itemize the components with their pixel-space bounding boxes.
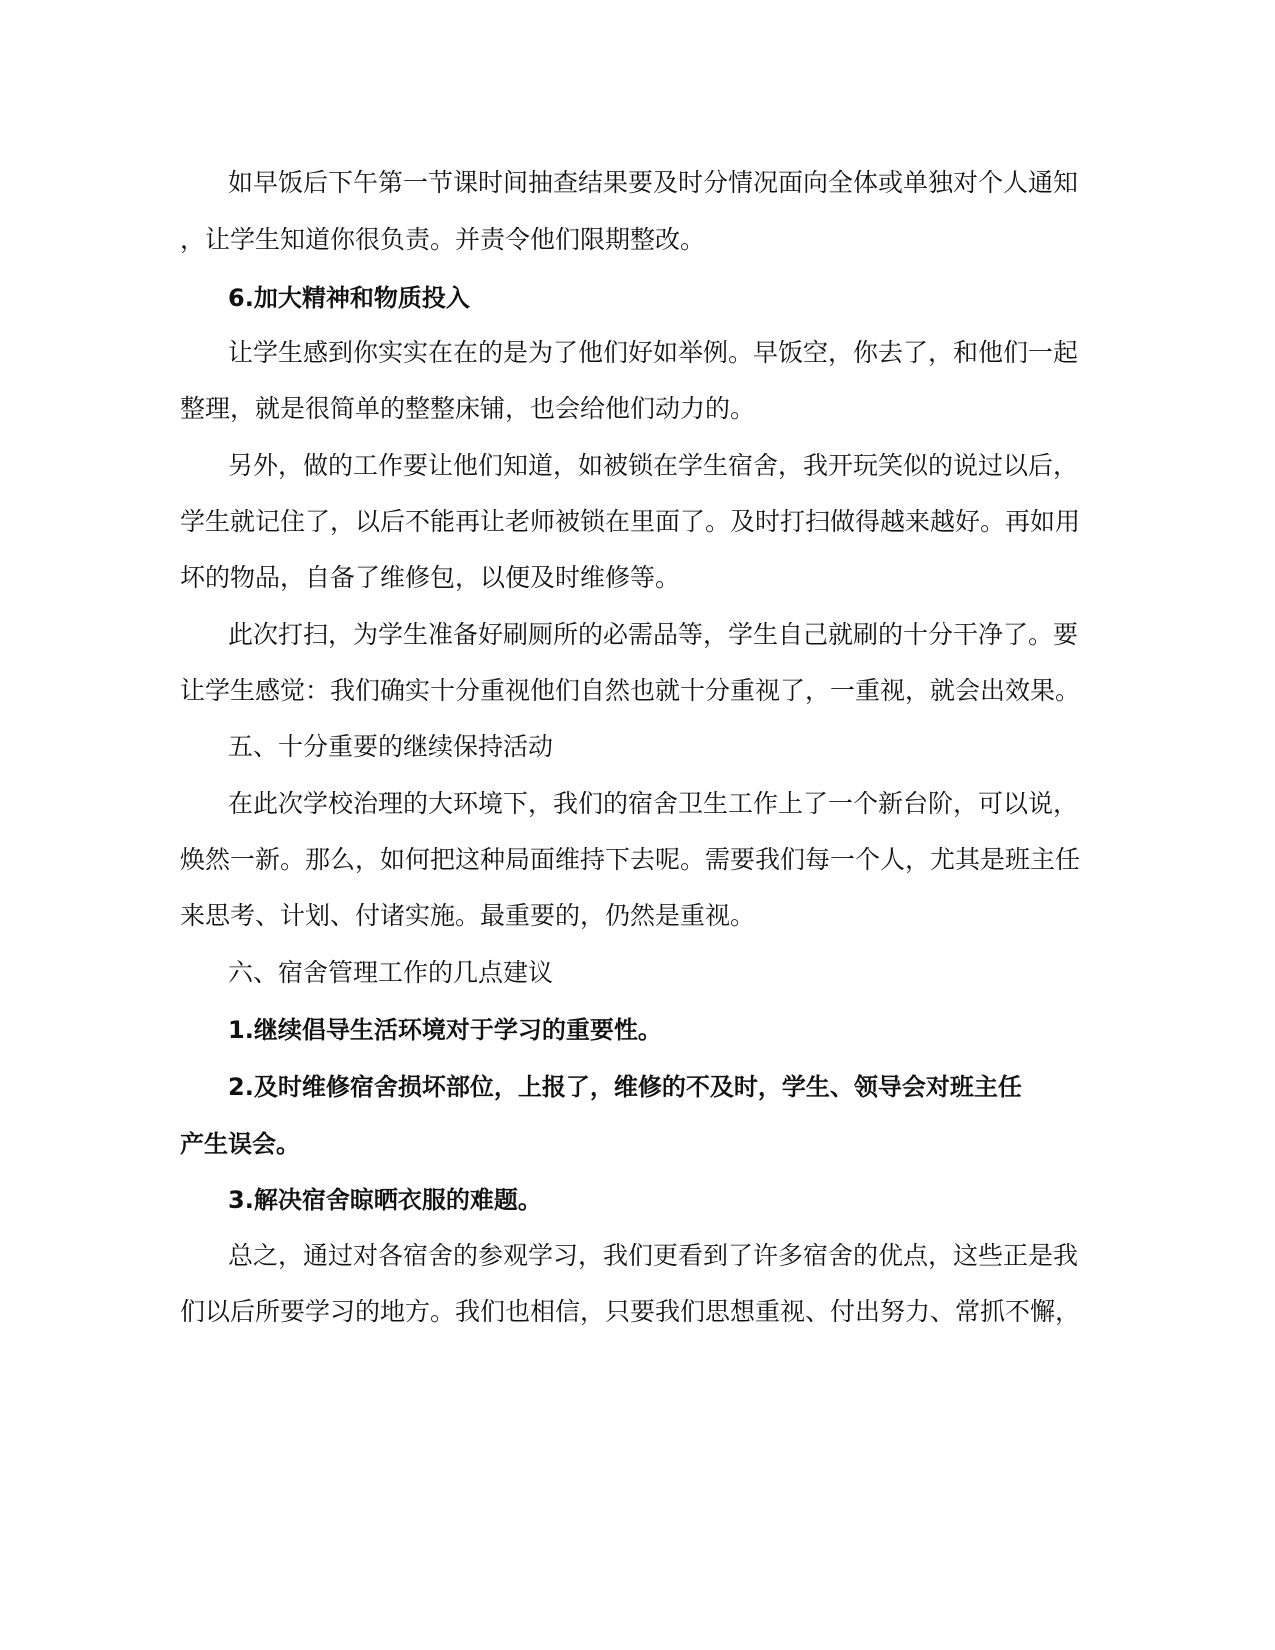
- paragraph-line: ，让学生知道你很负责。并责令他们限期整改。: [180, 225, 706, 254]
- paragraph-line: 来思考、计划、付诸实施。最重要的，仍然是重视。: [180, 901, 756, 930]
- section-heading: 六、宿舍管理工作的几点建议: [228, 958, 554, 987]
- paragraph-line: 们以后所要学习的地方。我们也相信，只要我们思想重视、付出努力、常抓不懈，: [180, 1297, 1081, 1326]
- paragraph-line: 整理，就是很简单的整整床铺，也会给他们动力的。: [180, 394, 756, 423]
- paragraph-line: 此次打扫，为学生准备好刷厕所的必需品等，学生自己就刷的十分干净了。要: [228, 620, 1079, 649]
- paragraph-line: 让学生感到你实实在在的是为了他们好如举例。早饭空，你去了，和他们一起: [228, 338, 1079, 367]
- list-item: 2.及时维修宿舍损坏部位，上报了，维修的不及时，学生、领导会对班主任: [228, 1073, 1022, 1101]
- list-item: 1.继续倡导生活环境对于学习的重要性。: [228, 1016, 662, 1044]
- list-item-continuation: 产生误会。: [180, 1130, 300, 1158]
- paragraph-line: 另外，做的工作要让他们知道，如被锁在学生宿舍，我开玩笑似的说过以后，: [228, 451, 1079, 480]
- section-heading: 6.加大精神和物质投入: [228, 284, 470, 312]
- paragraph-line: 总之，通过对各宿舍的参观学习，我们更看到了许多宿舍的优点，这些正是我: [228, 1241, 1079, 1270]
- paragraph-line: 焕然一新。那么，如何把这种局面维持下去呢。需要我们每一个人，尤其是班主任: [180, 845, 1081, 874]
- paragraph-line: 在此次学校治理的大环境下，我们的宿舍卫生工作上了一个新台阶，可以说，: [228, 789, 1079, 818]
- section-heading: 五、十分重要的继续保持活动: [228, 732, 554, 761]
- paragraph-line: 让学生感觉：我们确实十分重视他们自然也就十分重视了，一重视，就会出效果。: [180, 676, 1081, 705]
- paragraph-line: 学生就记住了，以后不能再让老师被锁在里面了。及时打扫做得越来越好。再如用: [180, 507, 1081, 536]
- paragraph-line: 坏的物品，自备了维修包，以便及时维修等。: [180, 563, 681, 592]
- paragraph-line: 如早饭后下午第一节课时间抽查结果要及时分情况面向全体或单独对个人通知: [228, 168, 1079, 197]
- list-item: 3.解决宿舍晾晒衣服的难题。: [228, 1186, 542, 1214]
